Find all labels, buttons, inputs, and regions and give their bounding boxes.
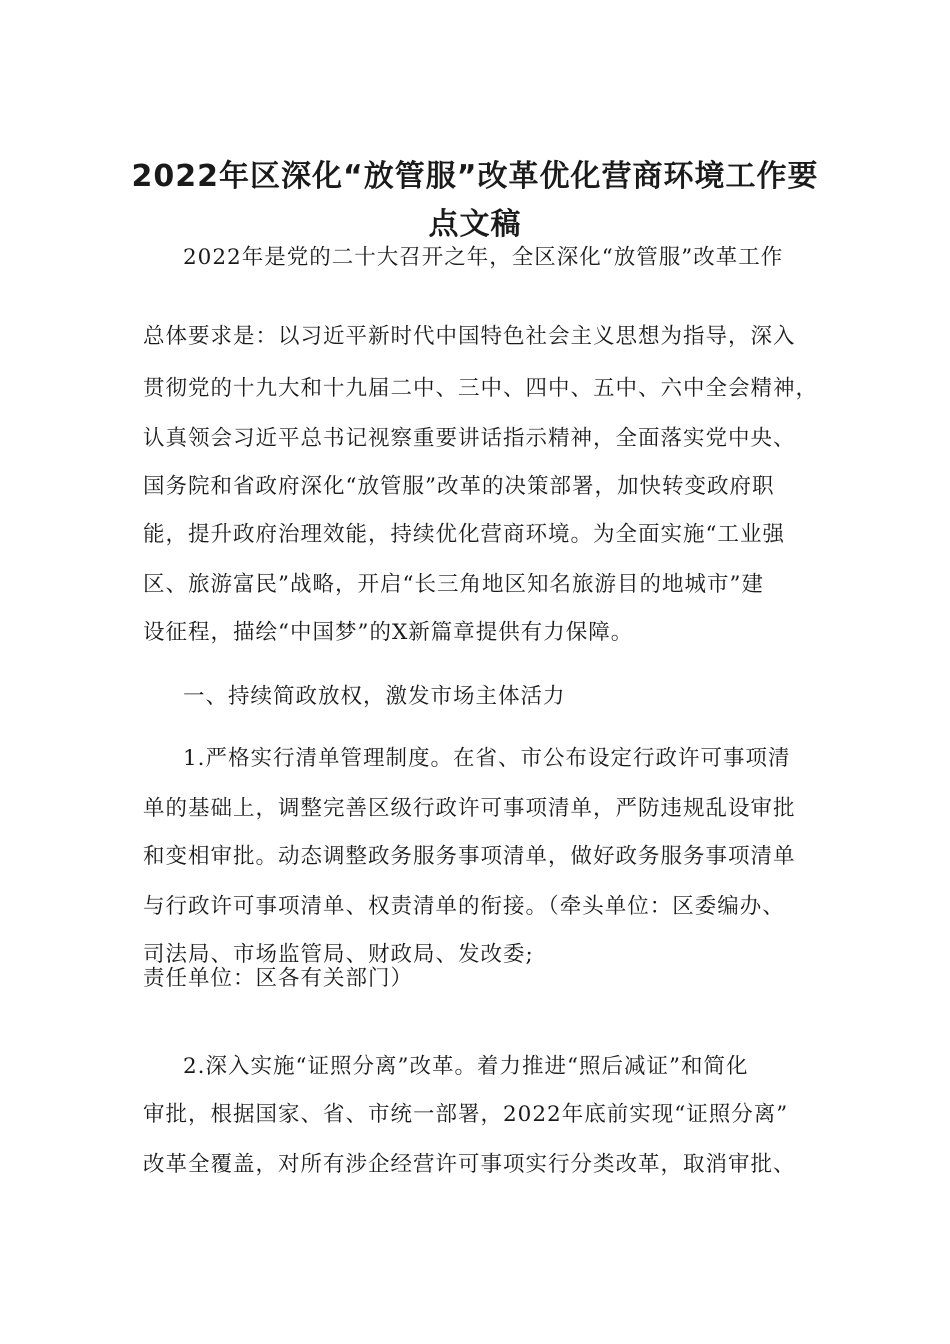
intro-line-3: 贯彻党的十九大和十九届二中、三中、四中、五中、六中全会精神，: [143, 376, 819, 401]
intro-line-8: 设征程，描绘“中国梦”的X新篇章提供有力保障。: [143, 620, 634, 645]
item-2-line-2: 审批，根据国家、省、市统一部署，2022年底前实现“证照分离”: [143, 1102, 789, 1127]
document-title-line-2: 点文稿: [428, 207, 522, 242]
item-1-line-2: 单的基础上，调整完善区级行政许可事项清单，严防违规乱设审批: [143, 796, 796, 821]
document-title-line-1: 2022年区深化“放管服”改革优化营商环境工作要: [131, 159, 819, 194]
intro-line-7: 区、旅游富民”战略，开启“长三角地区知名旅游目的地城市”建: [143, 572, 764, 597]
intro-line-4: 认真领会习近平总书记视察重要讲话指示精神，全面落实党中央、: [143, 426, 796, 451]
item-1-line-6: 责任单位：区各有关部门）: [143, 966, 414, 991]
intro-line-1: 2022年是党的二十大召开之年，全区深化“放管服”改革工作: [183, 245, 784, 270]
item-2-line-1: 2.深入实施“证照分离”改革。着力推进“照后减证”和简化: [183, 1054, 749, 1079]
item-1-line-4: 与行政许可事项清单、权责清单的衔接。（牵头单位：区委编办、: [143, 894, 785, 919]
intro-line-6: 能，提升政府治理效能，持续优化营商环境。为全面实施“工业强: [143, 522, 785, 547]
item-2-line-3: 改革全覆盖，对所有涉企经营许可事项实行分类改革，取消审批、: [143, 1152, 796, 1177]
item-1-line-3: 和变相审批。动态调整政务服务事项清单，做好政务服务事项清单: [143, 844, 796, 869]
item-1-line-5: 司法局、市场监管局、财政局、发改委;: [143, 942, 534, 967]
item-1-line-1: 1.严格实行清单管理制度。在省、市公布设定行政许可事项清: [183, 746, 791, 771]
intro-line-2: 总体要求是：以习近平新时代中国特色社会主义思想为指导，深入: [143, 324, 796, 349]
section-heading-1: 一、持续简政放权，激发市场主体活力: [183, 684, 566, 709]
intro-line-5: 国务院和省政府深化“放管服”改革的决策部署，加快转变政府职: [143, 474, 775, 499]
